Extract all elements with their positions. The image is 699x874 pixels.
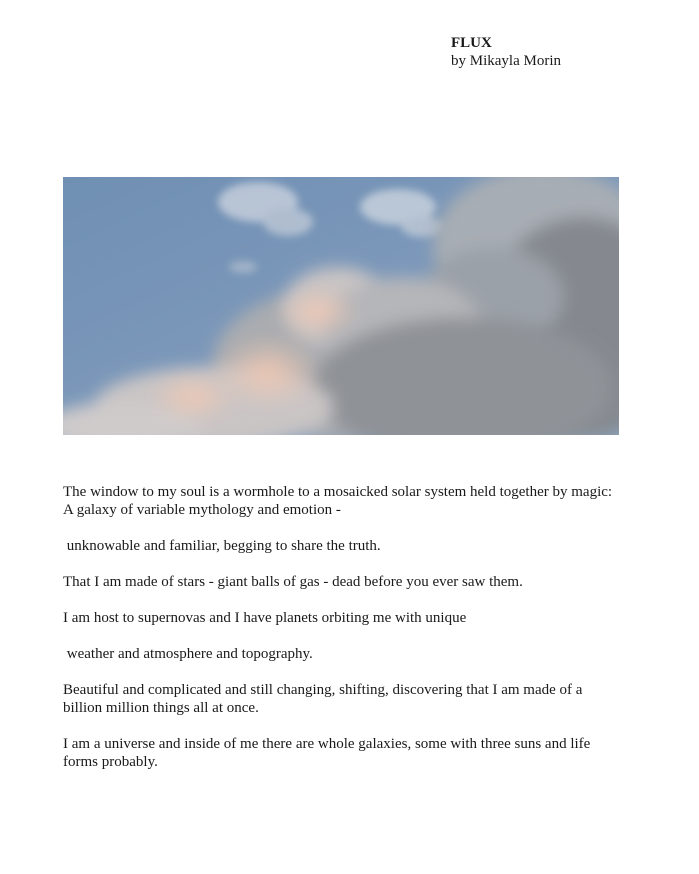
- poem-title: FLUX: [451, 35, 492, 51]
- poem-stanza: unknowable and familiar, begging to share the truth.: [63, 538, 381, 554]
- poem-body: [63, 483, 623, 789]
- poem-stanza: weather and atmosphere and topography.: [63, 646, 313, 662]
- poem-header: [451, 34, 561, 70]
- poem-byline: by Mikayla Morin: [451, 53, 561, 69]
- poem-stanza: Beautiful and complicated and still changing, shifting, discovering that I am made of a billion million things all at once.: [63, 682, 583, 716]
- sky-cloud-photo: [63, 177, 619, 435]
- poem-stanza: I am a universe and inside of me there are whole galaxies, some with three suns and life forms probably.: [63, 736, 591, 770]
- poem-stanza: The window to my soul is a wormhole to a mosaicked solar system held together by magic: A galaxy of variable mythology and emotion -: [63, 484, 613, 518]
- poem-stanza: That I am made of stars - giant balls of gas - dead before you ever saw them.: [63, 574, 523, 590]
- poem-stanza: I am host to supernovas and I have planets orbiting me with unique: [63, 610, 467, 626]
